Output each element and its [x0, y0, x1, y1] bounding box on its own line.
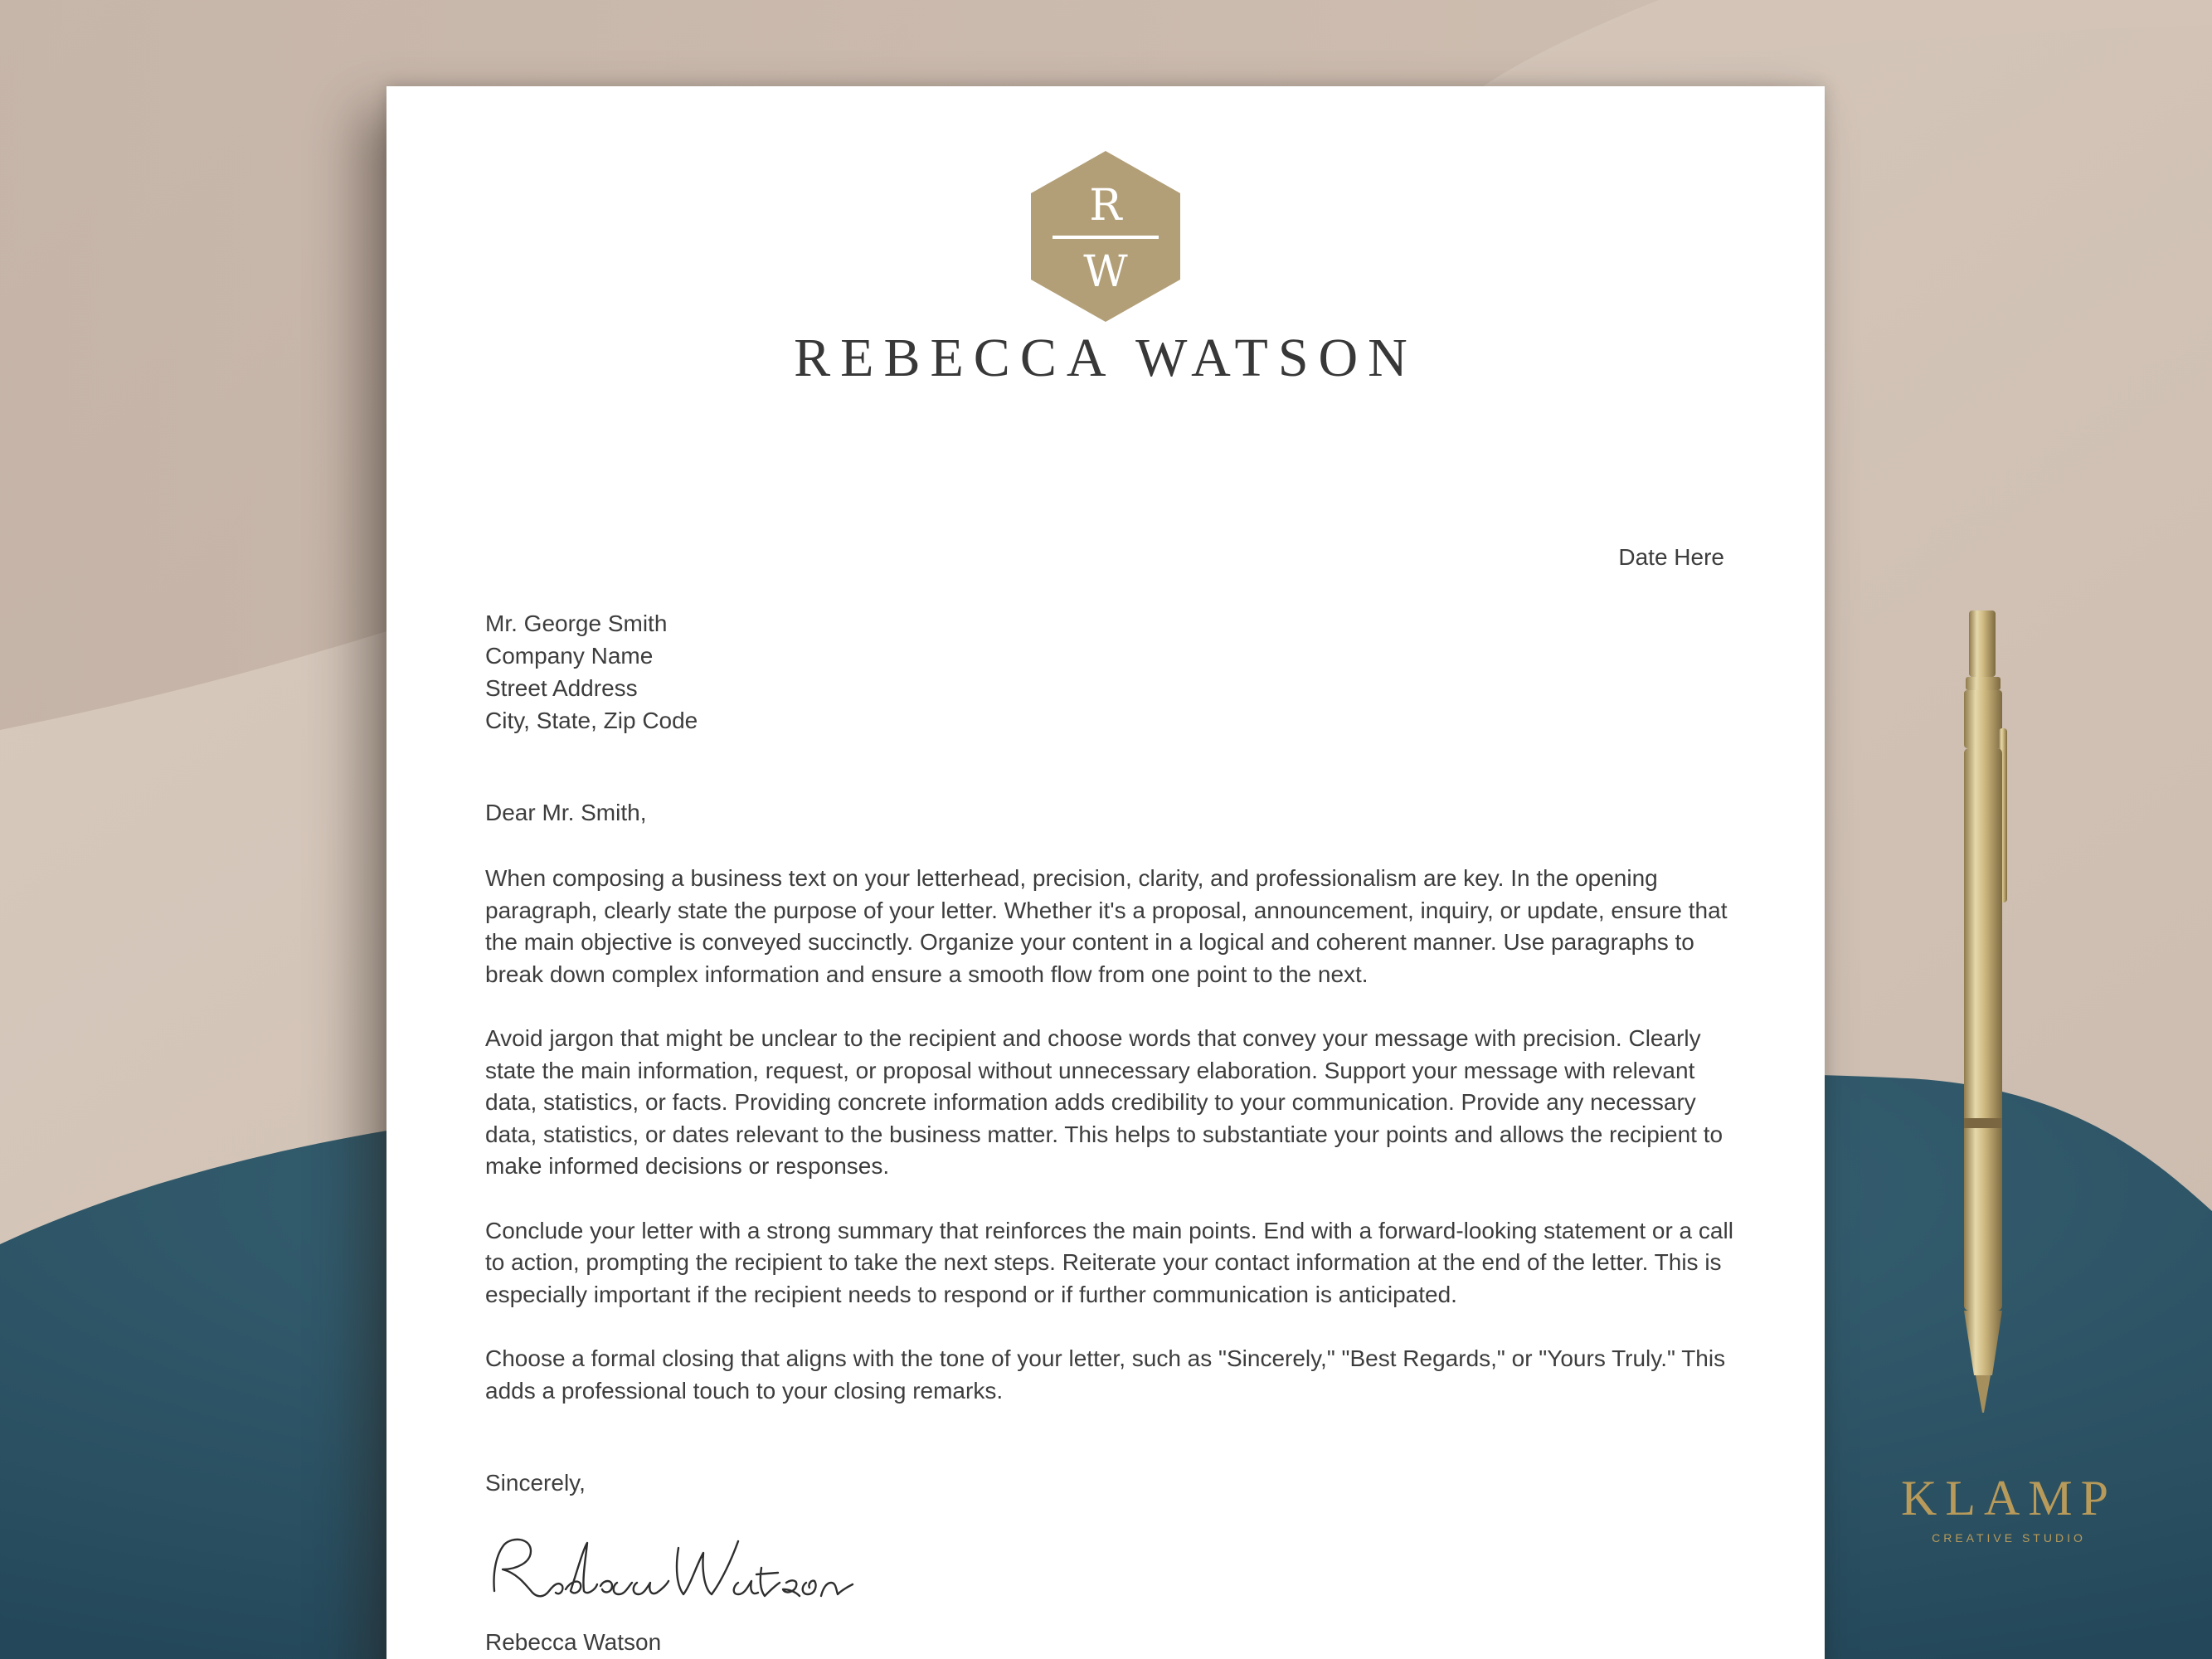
brand-name: KLAMP [1900, 1471, 2117, 1525]
letter-date: Date Here [1618, 544, 1724, 570]
body-paragraph-3: Conclude your letter with a strong summary that reinforces the main points. End with a forward-looking statement or a call to action, prompting the recipient to take the next steps. Reiterate your contact information at the end of the letter. This is especially important if the recipient needs to respond or if further communication is anticipated. [485, 1217, 1733, 1307]
handwritten-signature [479, 1531, 861, 1614]
recipient-city: City, State, Zip Code [485, 708, 698, 733]
recipient-company: Company Name [485, 643, 654, 669]
salutation: Dear Mr. Smith, [485, 800, 647, 825]
closing: Sincerely, [485, 1470, 586, 1496]
body-paragraph-1: When composing a business text on your letterhead, precision, clarity, and professionalism are key. In the opening paragraph, clearly state the purpose of your letter. Whether it's a proposal, announcement, inquiry, or update, ensure that the main objective is conveyed succinctly. Organize your content in a logical and coherent manner. Use paragraphs to break down complex information and ensure a smooth flow from one point to the next. [485, 865, 1728, 987]
letterhead-name: REBECCA WATSON [794, 328, 1417, 388]
body-paragraph-4: Choose a formal closing that aligns with the tone of your letter, such as "Sincerely," "Best Regards," or "Yours Truly." This adds a professional touch to your closing remarks. [485, 1345, 1726, 1404]
monogram-letter-bottom: W [1083, 247, 1128, 297]
brand-subtitle: CREATIVE STUDIO [1932, 1531, 2086, 1545]
monogram-letter-top: R [1089, 181, 1122, 231]
monogram-logo [1031, 151, 1180, 322]
letter-body [485, 863, 1746, 1439]
gold-pen-image [1944, 604, 2052, 1425]
brand-logo [1876, 1473, 2142, 1545]
recipient-address [485, 607, 698, 737]
body-paragraph-2: Avoid jargon that might be unclear to the recipient and choose words that convey your message with precision. Clearly state the main information, request, or proposal without unnecessary elaboration. Support your message with relevant data, statistics, or facts. Providing concrete information adds credibility to your communication. Provide any necessary data, statistics, or dates relevant to the business matter. This helps to substantiate your points and allows the recipient to make informed decisions or responses. [485, 1024, 1723, 1180]
recipient-name: Mr. George Smith [485, 611, 668, 636]
recipient-street: Street Address [485, 675, 638, 701]
letterhead-paper [386, 86, 1825, 1659]
signer-name: Rebecca Watson [485, 1629, 662, 1655]
